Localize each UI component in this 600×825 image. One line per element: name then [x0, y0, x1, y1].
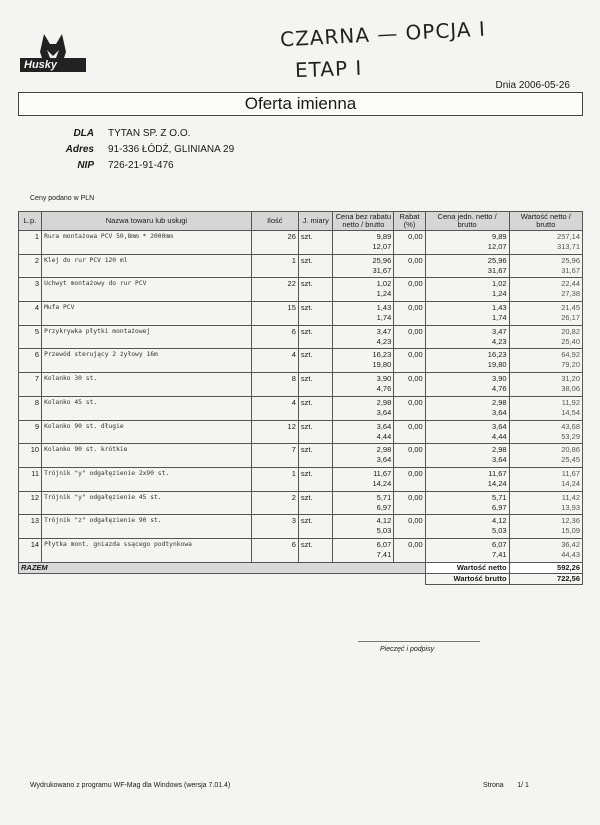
total-row: [19, 562, 583, 573]
row-price-net: 5,71: [376, 492, 392, 502]
row-name: Kolanko 30 st.: [42, 373, 252, 397]
row-discount: 0,00: [394, 302, 425, 326]
row-price-net: 3,47: [376, 326, 392, 336]
row-unit: szt.: [298, 467, 333, 491]
row-unit-price: [425, 302, 509, 326]
row-value: [509, 302, 582, 326]
row-value-net: 11,67: [561, 468, 580, 478]
gross-total-row: [19, 573, 583, 584]
row-value-gross: 27,38: [561, 289, 580, 299]
row-unit: szt.: [298, 420, 333, 444]
row-price: [333, 467, 394, 491]
row-value: [509, 231, 582, 255]
row-value: [509, 278, 582, 302]
row-value-net: 20,82: [561, 326, 580, 336]
row-unit-price-net: 6,07: [491, 539, 507, 549]
row-value: [509, 325, 582, 349]
row-discount: 0,00: [394, 373, 425, 397]
row-name: Kolanko 45 st.: [42, 396, 252, 420]
row-unit-price-net: 3,47: [491, 326, 507, 336]
row-value-gross: 38,06: [561, 384, 580, 394]
row-value-net: 43,68: [561, 421, 580, 431]
row-unit-price-net: 1,43: [491, 303, 507, 313]
handwritten-note-line2: ETAP I: [294, 55, 363, 83]
table-row: [19, 373, 583, 397]
row-value: [509, 444, 582, 468]
dla-label: DLA: [73, 128, 94, 139]
row-unit-price-gross: 7,41: [491, 549, 507, 559]
row-qty: 4: [251, 396, 298, 420]
row-unit-price: [425, 349, 509, 373]
row-unit-price-gross: 4,23: [491, 336, 507, 346]
row-value: [509, 491, 582, 515]
table-row: [19, 444, 583, 468]
row-unit-price: [425, 373, 509, 397]
row-qty: 6: [251, 325, 298, 349]
row-value: [509, 515, 582, 539]
row-qty: 1: [251, 467, 298, 491]
row-unit-price-gross: 5,03: [491, 526, 507, 536]
table-row: [19, 254, 583, 278]
row-unit-price: [425, 467, 509, 491]
row-name: Płytka mont. gniazda ssącego podtynkowa: [42, 538, 252, 562]
row-unit-price-gross: 19,80: [487, 360, 507, 370]
row-discount: 0,00: [394, 254, 425, 278]
handwritten-note-line1: CZARNA — OPCJA I: [279, 16, 487, 52]
row-qty: 1: [251, 254, 298, 278]
row-price-net: 2,98: [376, 445, 392, 455]
row-lp: 10: [19, 444, 42, 468]
row-unit-price: [425, 444, 509, 468]
row-unit-price: [425, 538, 509, 562]
row-name: Przewód sterujący 2 żyłowy 16m: [42, 349, 252, 373]
row-price-net: 9,89: [376, 232, 392, 241]
row-unit-price-net: 1,02: [491, 279, 507, 289]
table-row: [19, 349, 583, 373]
row-unit: szt.: [298, 491, 333, 515]
row-value: [509, 467, 582, 491]
row-value-net: 12,36: [561, 516, 580, 526]
row-qty: 8: [251, 373, 298, 397]
client-address: 91-336 ŁÓDŹ, GLINIANA 29: [108, 144, 235, 155]
row-qty: 12: [251, 420, 298, 444]
row-unit-price-gross: 31,67: [487, 265, 507, 275]
row-price-gross: 19,80: [372, 360, 392, 370]
row-unit: szt.: [298, 373, 333, 397]
table-row: [19, 325, 583, 349]
row-price-net: 4,12: [376, 516, 392, 526]
client-name-row: [58, 128, 190, 139]
table-row: [19, 231, 583, 255]
header-value: Wartość netto / brutto: [509, 212, 582, 231]
row-value-gross: 44,43: [561, 549, 580, 559]
row-unit: szt.: [298, 515, 333, 539]
row-value-gross: 26,17: [561, 313, 580, 323]
row-price: [333, 325, 394, 349]
row-qty: 2: [251, 491, 298, 515]
items-table: [18, 211, 583, 585]
row-price-gross: 3,64: [376, 455, 392, 465]
table-row: [19, 302, 583, 326]
row-name: Kolanko 90 st. krótkie: [42, 444, 252, 468]
net-total-label: Wartość netto: [425, 562, 509, 573]
logo-text: Husky: [24, 59, 58, 71]
row-name: Trójnik "z" odgałęzienie 90 st.: [42, 515, 252, 539]
header-discount: Rabat (%): [394, 212, 425, 231]
row-value: [509, 373, 582, 397]
row-unit: szt.: [298, 231, 333, 255]
row-price-gross: 31,67: [372, 265, 392, 275]
row-discount: 0,00: [394, 396, 425, 420]
header-unit: J. miary: [298, 212, 333, 231]
row-lp: 3: [19, 278, 42, 302]
row-unit-price-net: 16,23: [487, 350, 507, 360]
row-lp: 12: [19, 491, 42, 515]
row-unit: szt.: [298, 396, 333, 420]
row-value-net: 11,92: [561, 397, 580, 407]
currency-note: Ceny podano w PLN: [30, 195, 95, 202]
row-unit-price: [425, 278, 509, 302]
row-name: Klej do rur PCV 120 ml: [42, 254, 252, 278]
row-value-net: 20,86: [561, 445, 580, 455]
header-name: Nazwa towaru lub usługi: [42, 212, 252, 231]
row-lp: 8: [19, 396, 42, 420]
row-price-net: 11,67: [373, 468, 392, 478]
row-unit-price: [425, 231, 509, 255]
row-discount: 0,00: [394, 420, 425, 444]
row-price-gross: 6,97: [376, 502, 392, 512]
row-value-gross: 13,93: [561, 502, 580, 512]
row-value: [509, 349, 582, 373]
row-unit: szt.: [298, 302, 333, 326]
row-unit: szt.: [298, 444, 333, 468]
row-price: [333, 231, 394, 255]
row-price: [333, 349, 394, 373]
row-price-net: 25,96: [372, 255, 392, 265]
row-unit-price-net: 5,71: [491, 492, 507, 502]
row-discount: 0,00: [394, 491, 425, 515]
gross-total-label: Wartość brutto: [425, 573, 509, 584]
row-value-net: 21,45: [561, 303, 580, 313]
row-unit-price-net: 2,98: [491, 397, 507, 407]
net-total-value: 592,26: [509, 562, 582, 573]
row-unit-price-gross: 12,07: [487, 242, 507, 251]
row-value-gross: 79,20: [561, 360, 580, 370]
row-value: [509, 420, 582, 444]
row-price: [333, 491, 394, 515]
page-label: Strona: [483, 782, 504, 789]
row-unit: szt.: [298, 278, 333, 302]
document-date: [495, 80, 570, 91]
row-price-net: 6,07: [376, 539, 392, 549]
row-value-net: 25,96: [561, 255, 580, 265]
total-label: RAZEM: [19, 562, 426, 573]
row-price: [333, 302, 394, 326]
row-price-gross: 3,64: [376, 407, 392, 417]
row-lp: 2: [19, 254, 42, 278]
row-value-net: 36,42: [561, 539, 580, 549]
row-unit-price: [425, 491, 509, 515]
row-discount: 0,00: [394, 467, 425, 491]
row-price-net: 1,02: [376, 279, 392, 289]
row-unit-price-net: 11,67: [488, 468, 507, 478]
row-value-gross: 313,71: [557, 242, 580, 251]
row-name: Uchwyt montażowy do rur PCV: [42, 278, 252, 302]
row-value-gross: 25,40: [561, 336, 580, 346]
date-label: Dnia: [495, 80, 517, 91]
row-unit-price-gross: 4,76: [491, 384, 507, 394]
row-qty: 15: [251, 302, 298, 326]
row-lp: 5: [19, 325, 42, 349]
page-number: 1/ 1: [517, 782, 529, 789]
row-qty: 4: [251, 349, 298, 373]
row-price-gross: 7,41: [376, 549, 392, 559]
header-lp: L.p.: [19, 212, 42, 231]
row-unit: szt.: [298, 349, 333, 373]
row-qty: 3: [251, 515, 298, 539]
gross-total-value: 722,56: [509, 573, 582, 584]
table-row: [19, 278, 583, 302]
client-nip-row: [58, 160, 174, 171]
page-title: Oferta imienna: [18, 92, 583, 116]
row-price-gross: 12,07: [372, 242, 392, 251]
row-name: Przykrywka płytki montażowej: [42, 325, 252, 349]
nip-label: NIP: [77, 160, 94, 171]
row-unit-price-net: 25,96: [487, 255, 507, 265]
row-unit-price-net: 9,89: [491, 232, 507, 241]
row-name: Trójnik "y" odgałęzienie 45 st.: [42, 491, 252, 515]
row-value-net: 257,14: [557, 232, 580, 241]
row-lp: 9: [19, 420, 42, 444]
row-lp: 7: [19, 373, 42, 397]
signature-line: [358, 641, 480, 642]
row-price-net: 1,43: [376, 303, 392, 313]
row-price: [333, 396, 394, 420]
row-lp: 1: [19, 231, 42, 255]
row-value: [509, 396, 582, 420]
row-value-gross: 14,24: [561, 478, 580, 488]
row-name: Mufa PCV: [42, 302, 252, 326]
row-unit-price-gross: 1,24: [491, 289, 507, 299]
row-value-gross: 15,09: [561, 526, 580, 536]
row-lp: 11: [19, 467, 42, 491]
row-value-gross: 31,67: [561, 265, 580, 275]
row-discount: 0,00: [394, 231, 425, 255]
row-value-gross: 14,54: [561, 407, 580, 417]
table-header-row: [19, 212, 583, 231]
table-row: [19, 396, 583, 420]
table-row: [19, 420, 583, 444]
table-row: [19, 491, 583, 515]
row-price-net: 16,23: [372, 350, 392, 360]
row-discount: 0,00: [394, 515, 425, 539]
footer-page: [483, 782, 529, 789]
row-unit: szt.: [298, 325, 333, 349]
row-price-gross: 5,03: [376, 526, 392, 536]
row-lp: 14: [19, 538, 42, 562]
row-price-gross: 4,76: [376, 384, 392, 394]
row-qty: 26: [251, 231, 298, 255]
row-discount: 0,00: [394, 444, 425, 468]
header-unit-price: Cena jedn. netto / brutto: [425, 212, 509, 231]
row-price: [333, 373, 394, 397]
row-unit-price-net: 2,98: [491, 445, 507, 455]
row-price: [333, 515, 394, 539]
row-lp: 6: [19, 349, 42, 373]
row-value: [509, 538, 582, 562]
date-value: 2006-05-26: [518, 80, 570, 91]
row-unit-price-gross: 1,74: [491, 313, 507, 323]
row-name: Trójnik "y" odgałęzienie 2x90 st.: [42, 467, 252, 491]
row-unit-price: [425, 420, 509, 444]
adres-label: Adres: [65, 144, 94, 155]
row-price-gross: 4,44: [376, 431, 392, 441]
table-row: [19, 538, 583, 562]
row-price-net: 2,98: [376, 397, 392, 407]
row-value-net: 11,42: [561, 492, 580, 502]
row-value-gross: 53,29: [561, 431, 580, 441]
row-unit-price: [425, 515, 509, 539]
row-price-net: 3,64: [376, 421, 392, 431]
row-unit-price: [425, 325, 509, 349]
row-price-gross: 4,23: [376, 336, 392, 346]
row-name: Kolanko 90 st. długie: [42, 420, 252, 444]
row-price-gross: 1,24: [376, 289, 392, 299]
header-qty: Ilość: [251, 212, 298, 231]
row-price: [333, 420, 394, 444]
row-discount: 0,00: [394, 349, 425, 373]
row-unit-price-net: 3,90: [491, 374, 507, 384]
row-value-net: 64,92: [561, 350, 580, 360]
row-value-net: 31,20: [561, 374, 580, 384]
row-qty: 6: [251, 538, 298, 562]
row-price-gross: 14,24: [372, 478, 392, 488]
row-value-gross: 25,45: [561, 455, 580, 465]
table-row: [19, 515, 583, 539]
row-unit-price: [425, 396, 509, 420]
row-price-net: 3,90: [376, 374, 392, 384]
footer-printed-with: Wydrukowano z programu WF-Mag dla Windows (wersja 7.01.4): [30, 782, 231, 789]
row-unit: szt.: [298, 538, 333, 562]
row-discount: 0,00: [394, 538, 425, 562]
table-row: [19, 467, 583, 491]
row-name: Rura montażowa PCV 50,8mm * 2000mm: [42, 231, 252, 255]
row-price-gross: 1,74: [376, 313, 392, 323]
row-unit: szt.: [298, 254, 333, 278]
header-price: Cena bez rabatu netto / brutto: [333, 212, 394, 231]
client-address-row: [58, 144, 234, 155]
row-unit-price-gross: 3,64: [491, 455, 507, 465]
row-unit-price-net: 4,12: [491, 516, 507, 526]
row-value-net: 22,44: [561, 279, 580, 289]
client-nip: 726-21-91-476: [108, 160, 174, 171]
row-discount: 0,00: [394, 325, 425, 349]
row-price: [333, 278, 394, 302]
row-unit-price-net: 3,64: [491, 421, 507, 431]
row-unit-price-gross: 6,97: [491, 502, 507, 512]
row-price: [333, 444, 394, 468]
client-name: TYTAN SP. Z O.O.: [108, 128, 191, 139]
row-value: [509, 254, 582, 278]
row-lp: 13: [19, 515, 42, 539]
company-logo: [18, 28, 88, 76]
row-qty: 22: [251, 278, 298, 302]
row-price: [333, 254, 394, 278]
row-unit-price-gross: 4,44: [491, 431, 507, 441]
row-unit-price: [425, 254, 509, 278]
row-qty: 7: [251, 444, 298, 468]
row-discount: 0,00: [394, 278, 425, 302]
row-unit-price-gross: 14,24: [487, 478, 507, 488]
row-lp: 4: [19, 302, 42, 326]
row-unit-price-gross: 3,64: [491, 407, 507, 417]
signature-label: Pieczęć i podpisy: [380, 646, 435, 653]
row-price: [333, 538, 394, 562]
